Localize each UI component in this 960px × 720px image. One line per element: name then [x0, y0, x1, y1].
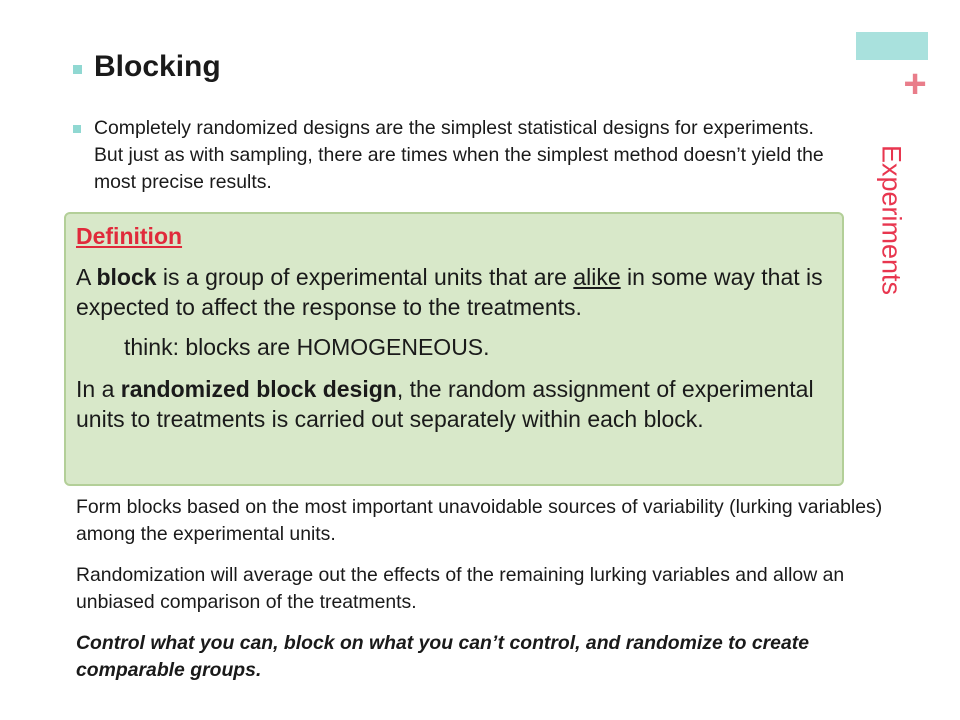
definition-heading: Definition [76, 223, 183, 249]
definition-rbd-text: In a randomized block design, the random assignment of experimental units to treatments is carried out separately within each block. [76, 376, 814, 432]
intro-text: Completely randomized designs are the simplest statistical designs for experiments. But just as with sampling, there are times when the simplest method doesn’t yield the most precise results. [94, 117, 824, 193]
definition-box [64, 212, 844, 486]
think-note: think: blocks are HOMOGENEOUS. [124, 334, 490, 360]
bullet-icon [73, 125, 81, 133]
paragraph-randomization: Randomization will average out the effects of the remaining lurking variables and allow an unbiased comparison of the treatments. [76, 564, 845, 613]
definition-block-text: A block is a group of experimental units that are alike in some way that is expected to affect the response to the treatments. [76, 264, 823, 320]
slide-title: Blocking [94, 50, 221, 83]
paragraph-control: Control what you can, block on what you can’t control, and randomize to create comparable groups. [76, 632, 809, 681]
term-block: block [96, 264, 157, 290]
term-randomized-block-design: randomized block design [120, 376, 397, 402]
section-title: Experiments [876, 144, 907, 296]
accent-bar [856, 32, 928, 60]
underlined-alike: alike [573, 264, 621, 290]
plus-icon: + [903, 62, 927, 106]
paragraph-blocks: Form blocks based on the most important unavoidable sources of variability (lurking variables) among the experimental units. [76, 496, 883, 545]
bullet-icon [73, 65, 82, 74]
